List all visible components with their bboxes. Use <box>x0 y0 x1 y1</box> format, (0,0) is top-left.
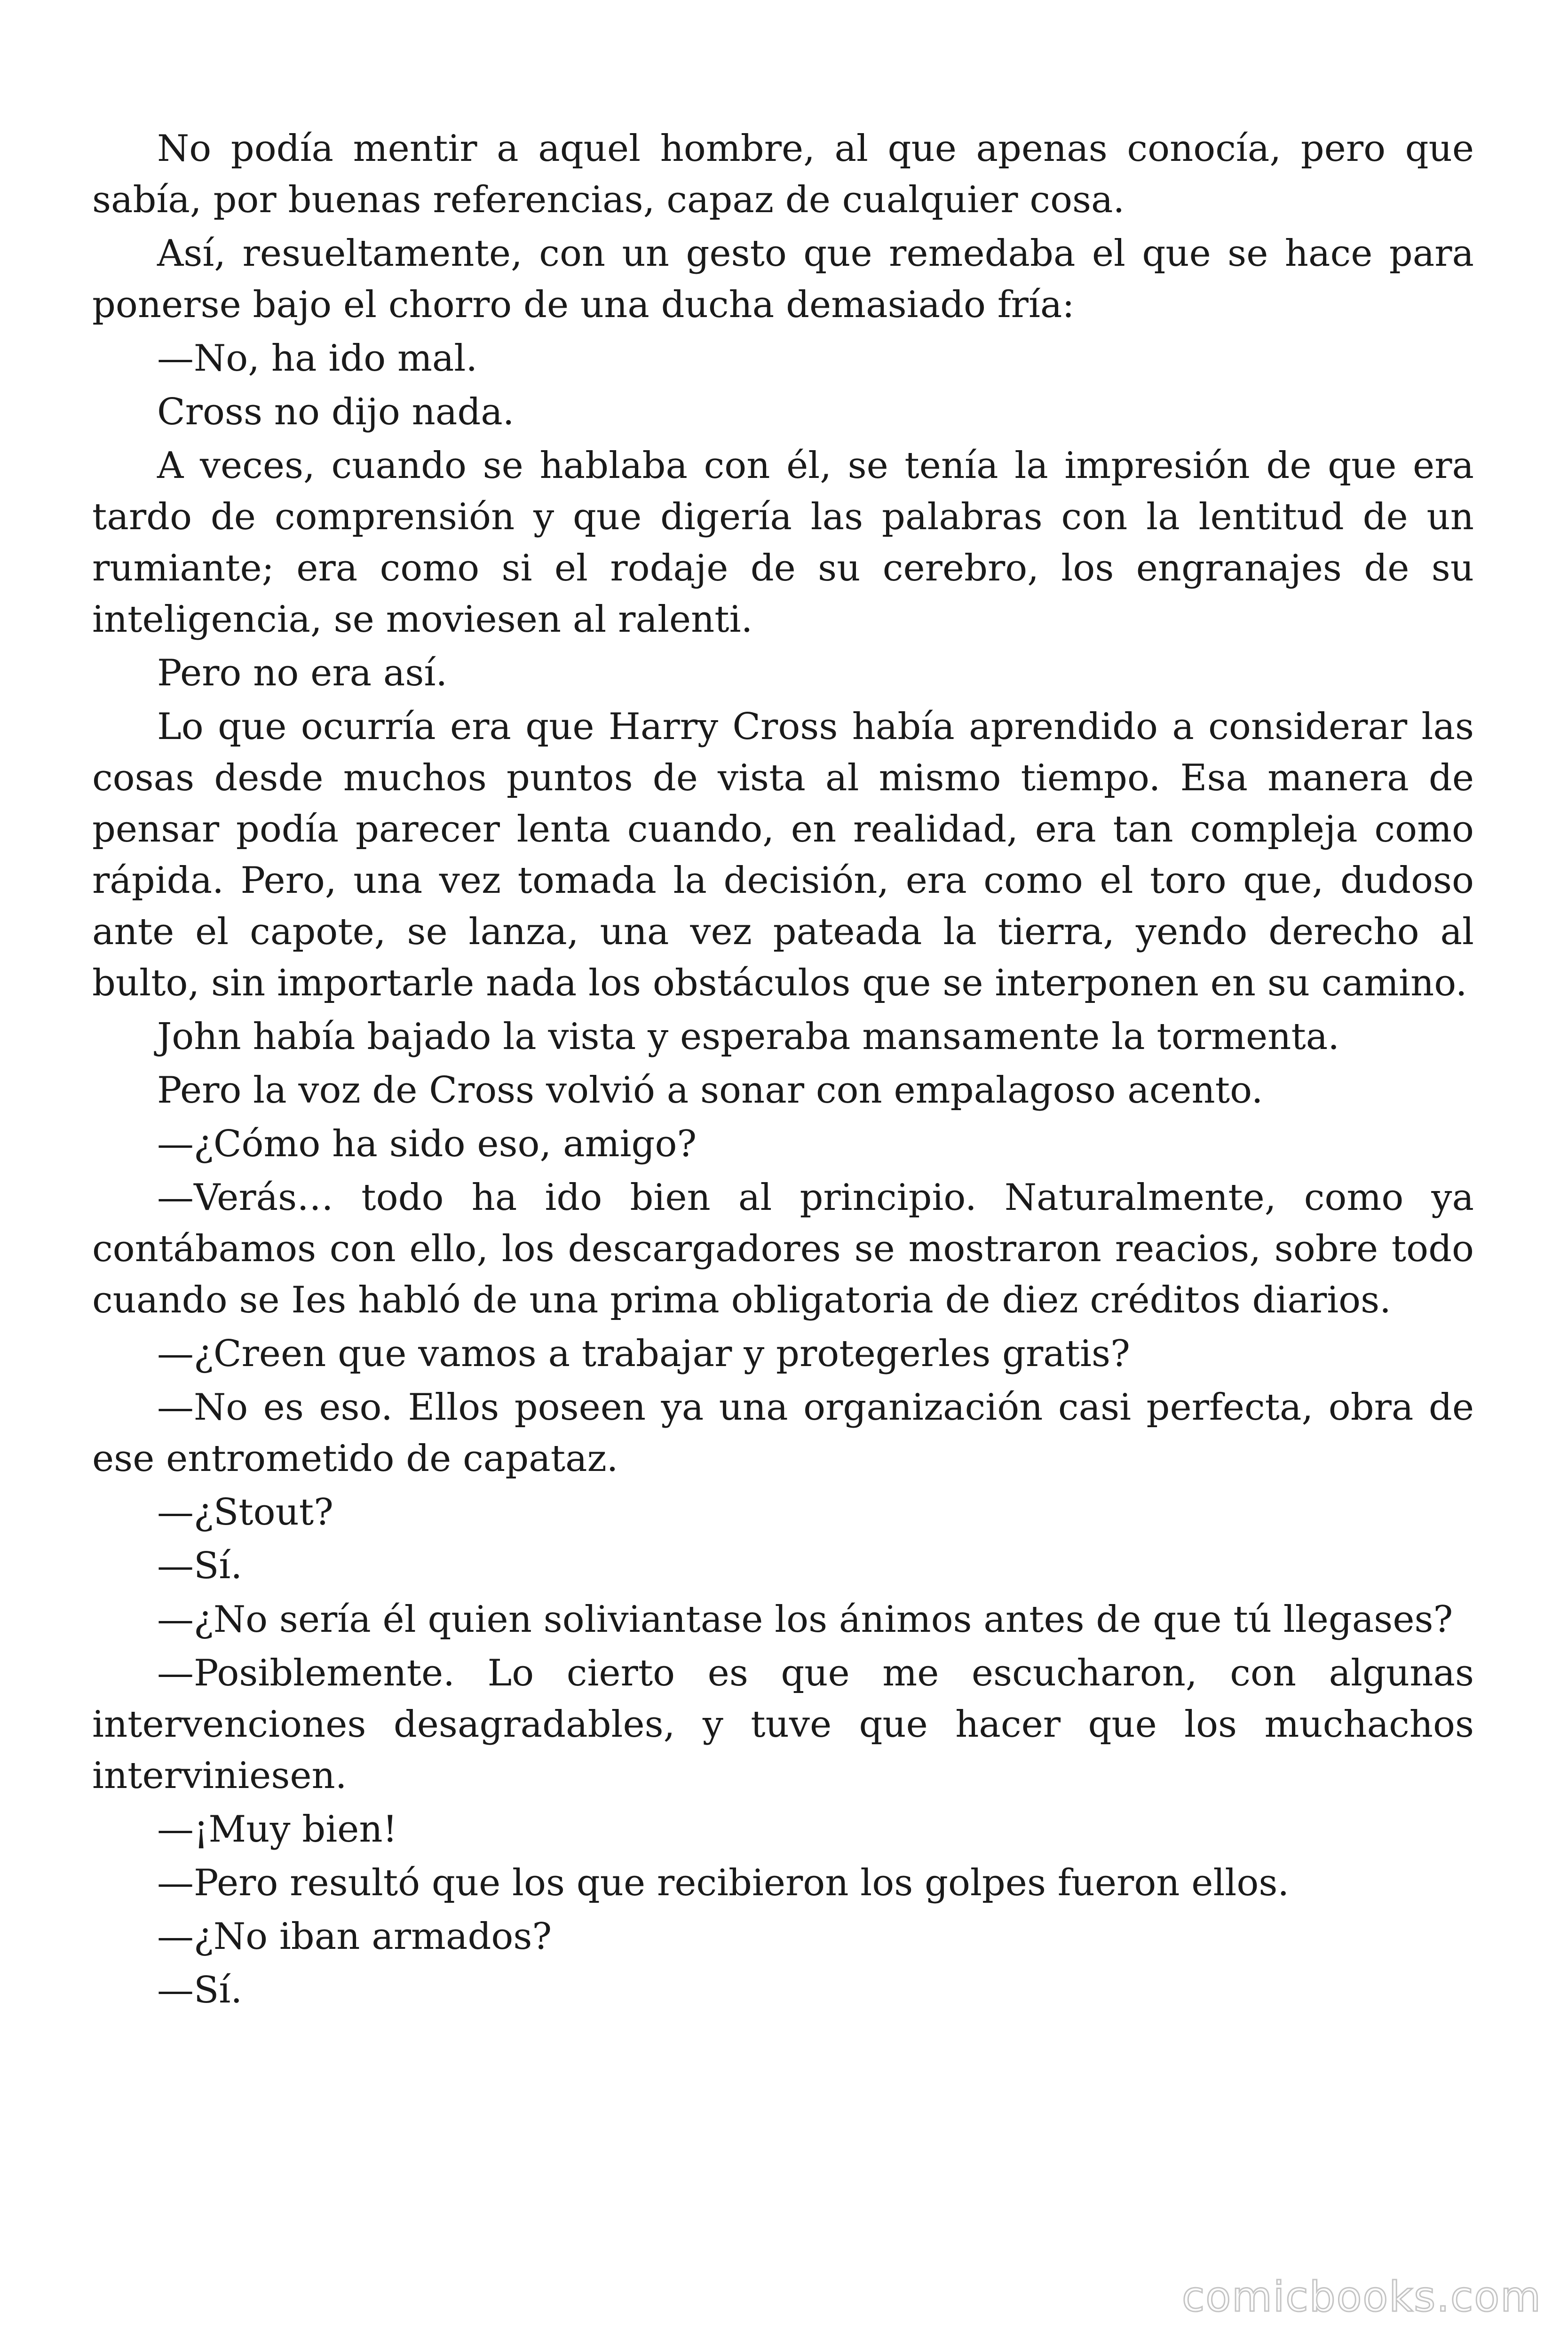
paragraph: —¿No iban armados? <box>157 1915 552 1958</box>
paragraph: —¿No sería él quien soliviantase los ánimos antes de que tú llegases? <box>157 1598 1453 1641</box>
paragraph: John había bajado la vista y esperaba mansamente la tormenta. <box>157 1016 1340 1058</box>
paragraph: No podía mentir a aquel hombre, al que apenas conocía, pero que sabía, por buenas referencias, capaz de cualquier cosa. <box>92 127 1474 221</box>
paragraph: Pero la voz de Cross volvió a sonar con empalagoso acento. <box>157 1069 1263 1112</box>
paragraph: —Verás… todo ha ido bien al principio. Naturalmente, como ya contábamos con ello, los descargadores se mostraron reacios, sobre todo cuando se Ies habló de una prima obligatoria de diez créditos diarios. <box>92 1176 1474 1321</box>
paragraph: Así, resueltamente, con un gesto que remedaba el que se hace para ponerse bajo el chorro de una ducha demasiado fría: <box>92 232 1474 326</box>
body-text <box>92 123 1474 2018</box>
paragraph: —Posiblemente. Lo cierto es que me escucharon, con algunas intervenciones desagradables, y tuve que hacer que los muchachos interviniesen. <box>92 1652 1474 1797</box>
paragraph: Pero no era así. <box>157 652 448 694</box>
paragraph: —¿Creen que vamos a trabajar y protegerles gratis? <box>157 1333 1130 1375</box>
paragraph: Lo que ocurría era que Harry Cross había aprendido a considerar las cosas desde muchos puntos de vista al mismo tiempo. Esa manera de pensar podía parecer lenta cuando, en realidad, era tan compleja como rápida. Pero, una vez tomada la decisión, era como el toro que, dudoso ante el capote, se lanza, una vez pateada la tierra, yendo derecho al bulto, sin importarle nada los obstáculos que se interponen en su camino. <box>92 706 1474 1004</box>
paragraph: —No, ha ido mal. <box>157 337 478 380</box>
paragraph: —¡Muy bien! <box>157 1808 397 1851</box>
watermark: comicbooks.com <box>1181 2273 1542 2321</box>
paragraph: —No es eso. Ellos poseen ya una organización casi perfecta, obra de ese entrometido de capataz. <box>92 1386 1474 1480</box>
paragraph: —Pero resultó que los que recibieron los golpes fueron ellos. <box>157 1862 1290 1904</box>
paragraph: —Sí. <box>157 1545 243 1587</box>
paragraph: —¿Stout? <box>157 1491 333 1534</box>
paragraph: —Sí. <box>157 1969 243 2011</box>
paragraph: —¿Cómo ha sido eso, amigo? <box>157 1123 697 1165</box>
paragraph: Cross no dijo nada. <box>157 391 515 433</box>
paragraph: A veces, cuando se hablaba con él, se tenía la impresión de que era tardo de comprensión y que digería las palabras con la lentitud de un rumiante; era como si el rodaje de su cerebro, los engranajes de su inteligencia, se moviesen al ralenti. <box>92 445 1474 641</box>
